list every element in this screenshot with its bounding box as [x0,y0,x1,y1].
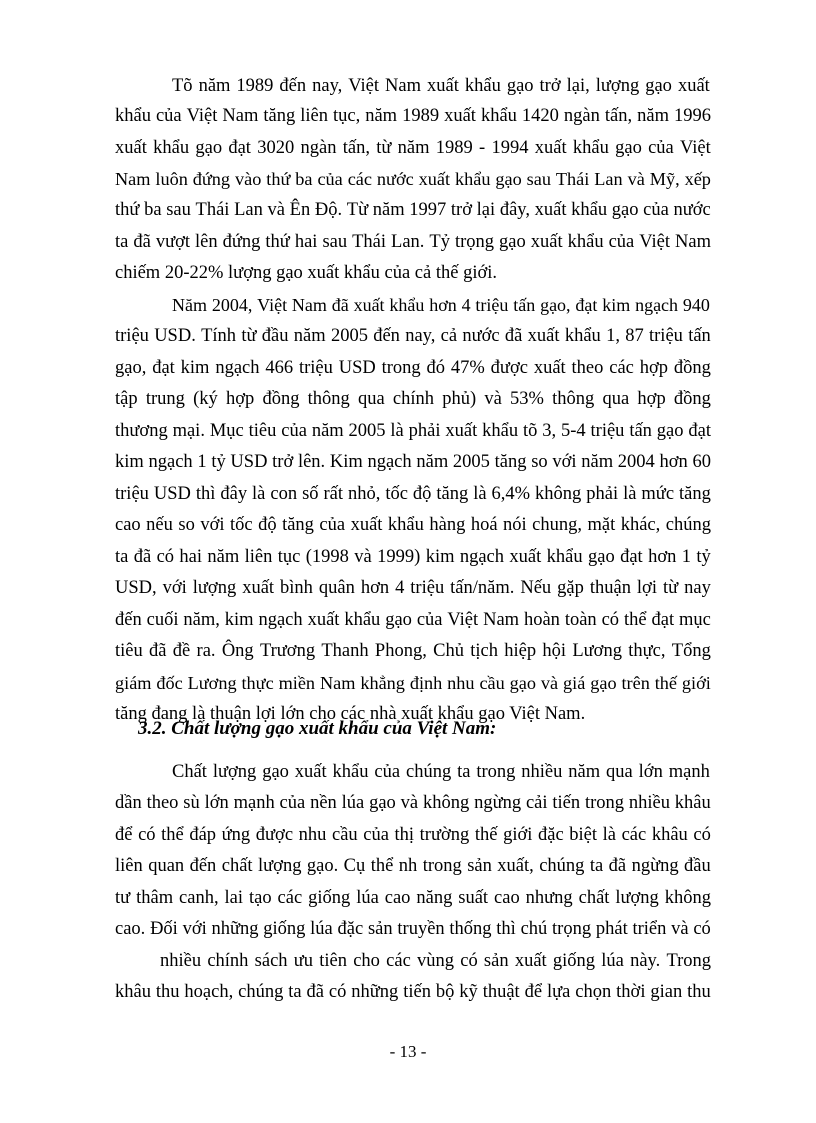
text-line: ta đã vượt lên đứng thứ hai sau Thái Lan. Tỷ trọng gạo xuất khẩu của Việt Nam [115,232,711,252]
text-line: tiêu đã đề ra. Ông Trương Thanh Phong, Chủ tịch hiệp hội Lương thực, Tổng [115,641,711,661]
text-line: giám đốc Lương thực miền Nam khẳng định nhu cầu gạo và giá gạo trên thế giới [115,673,711,693]
text-line: đến cuối năm, kim ngạch xuất khẩu gạo của Việt Nam hoàn toàn có thể đạt mục [115,610,711,630]
text-line: kim ngạch 1 tỷ USD trở lên. Kim ngạch năm 2005 tăng so với năm 2004 hơn 60 [115,452,711,472]
text-line: Năm 2004, Việt Nam đã xuất khẩu hơn 4 triệu tấn gạo, đạt kim ngạch 940 [172,295,710,315]
text-line: liên quan đến chất lượng gạo. Cụ thể nh trong sản xuất, chúng ta đã ngừng đầu [115,856,711,876]
text-line: khâu thu hoạch, chúng ta đã có những tiến bộ kỹ thuật để lựa chọn thời gian thu [115,982,711,1002]
text-line: Nam luôn đứng vào thứ ba của các nước xuất khẩu gạo sau Thái Lan và Mỹ, xếp [115,169,711,189]
text-line: USD, với lượng xuất bình quân hơn 4 triệu tấn/năm. Nếu gặp thuận lợi từ nay [115,578,711,598]
text-line: tập trung (ký hợp đồng thông qua chính phủ) và 53% thông qua hợp đồng [115,389,711,409]
text-line: để có thể đáp ứng được nhu cầu của thị trường thế giới đặc biệt là các khâu có [115,825,711,845]
text-line: chiếm 20-22% lượng gạo xuất khẩu của cả thế giới. [115,263,498,283]
text-line: nhiều chính sách ưu tiên cho các vùng có sản xuất giống lúa này. Trong [160,951,711,971]
text-line: triệu USD. Tính từ đầu năm 2005 đến nay, cả nước đã xuất khẩu 1, 87 triệu tấn [115,326,711,346]
text-line: Chất lượng gạo xuất khẩu của chúng ta trong nhiều năm qua lớn mạnh [172,762,710,782]
text-line: triệu USD thì đây là con số rất nhỏ, tốc độ tăng là 6,4% không phải là mức tăng [115,484,711,504]
text-line: ta đã có hai năm liên tục (1998 và 1999) kim ngạch xuất khẩu gạo đạt hơn 1 tỷ [115,547,711,567]
text-line: thứ ba sau Thái Lan và Ên Độ. Từ năm 1997 trở lại đây, xuất khẩu gạo của nước [115,200,711,220]
text-line: Tõ năm 1989 đến nay, Việt Nam xuất khẩu gạo trở lại, lượng gạo xuất [172,76,710,96]
section-heading: 3.2. Chất lượng gạo xuất khẩu của Việt Nam: [138,718,497,739]
text-line: dần theo sù lớn mạnh của nền lúa gạo và không ngừng cải tiến trong nhiều khâu [115,793,711,813]
text-line: cao nếu so với tốc độ tăng của xuất khẩu hàng hoá nói chung, mặt khác, chúng [115,515,711,535]
text-line: tư thâm canh, lai tạo các giống lúa cao năng suất cao nhưng chất lượng không [115,888,711,908]
text-line: thương mại. Mục tiêu của năm 2005 là phải xuất khẩu tõ 3, 5-4 triệu tấn gạo đạt [115,421,711,441]
text-line: xuất khẩu gạo đạt 3020 ngàn tấn, từ năm 1989 - 1994 xuất khẩu gạo của Việt [115,138,711,158]
page-number: - 13 - [389,1042,427,1061]
text-line: tăng đang là thuận lợi lớn cho các nhà xuất khẩu gạo Việt Nam. [115,704,586,724]
text-line: gạo, đạt kim ngạch 466 triệu USD trong đó 47% được xuất theo các hợp đồng [115,358,711,378]
text-line: khẩu của Việt Nam tăng liên tục, năm 1989 xuất khẩu 1420 ngàn tấn, năm 1996 [115,106,711,126]
text-line: cao. Đối với những giống lúa đặc sản truyền thống thì chú trọng phát triển và có [115,919,711,939]
